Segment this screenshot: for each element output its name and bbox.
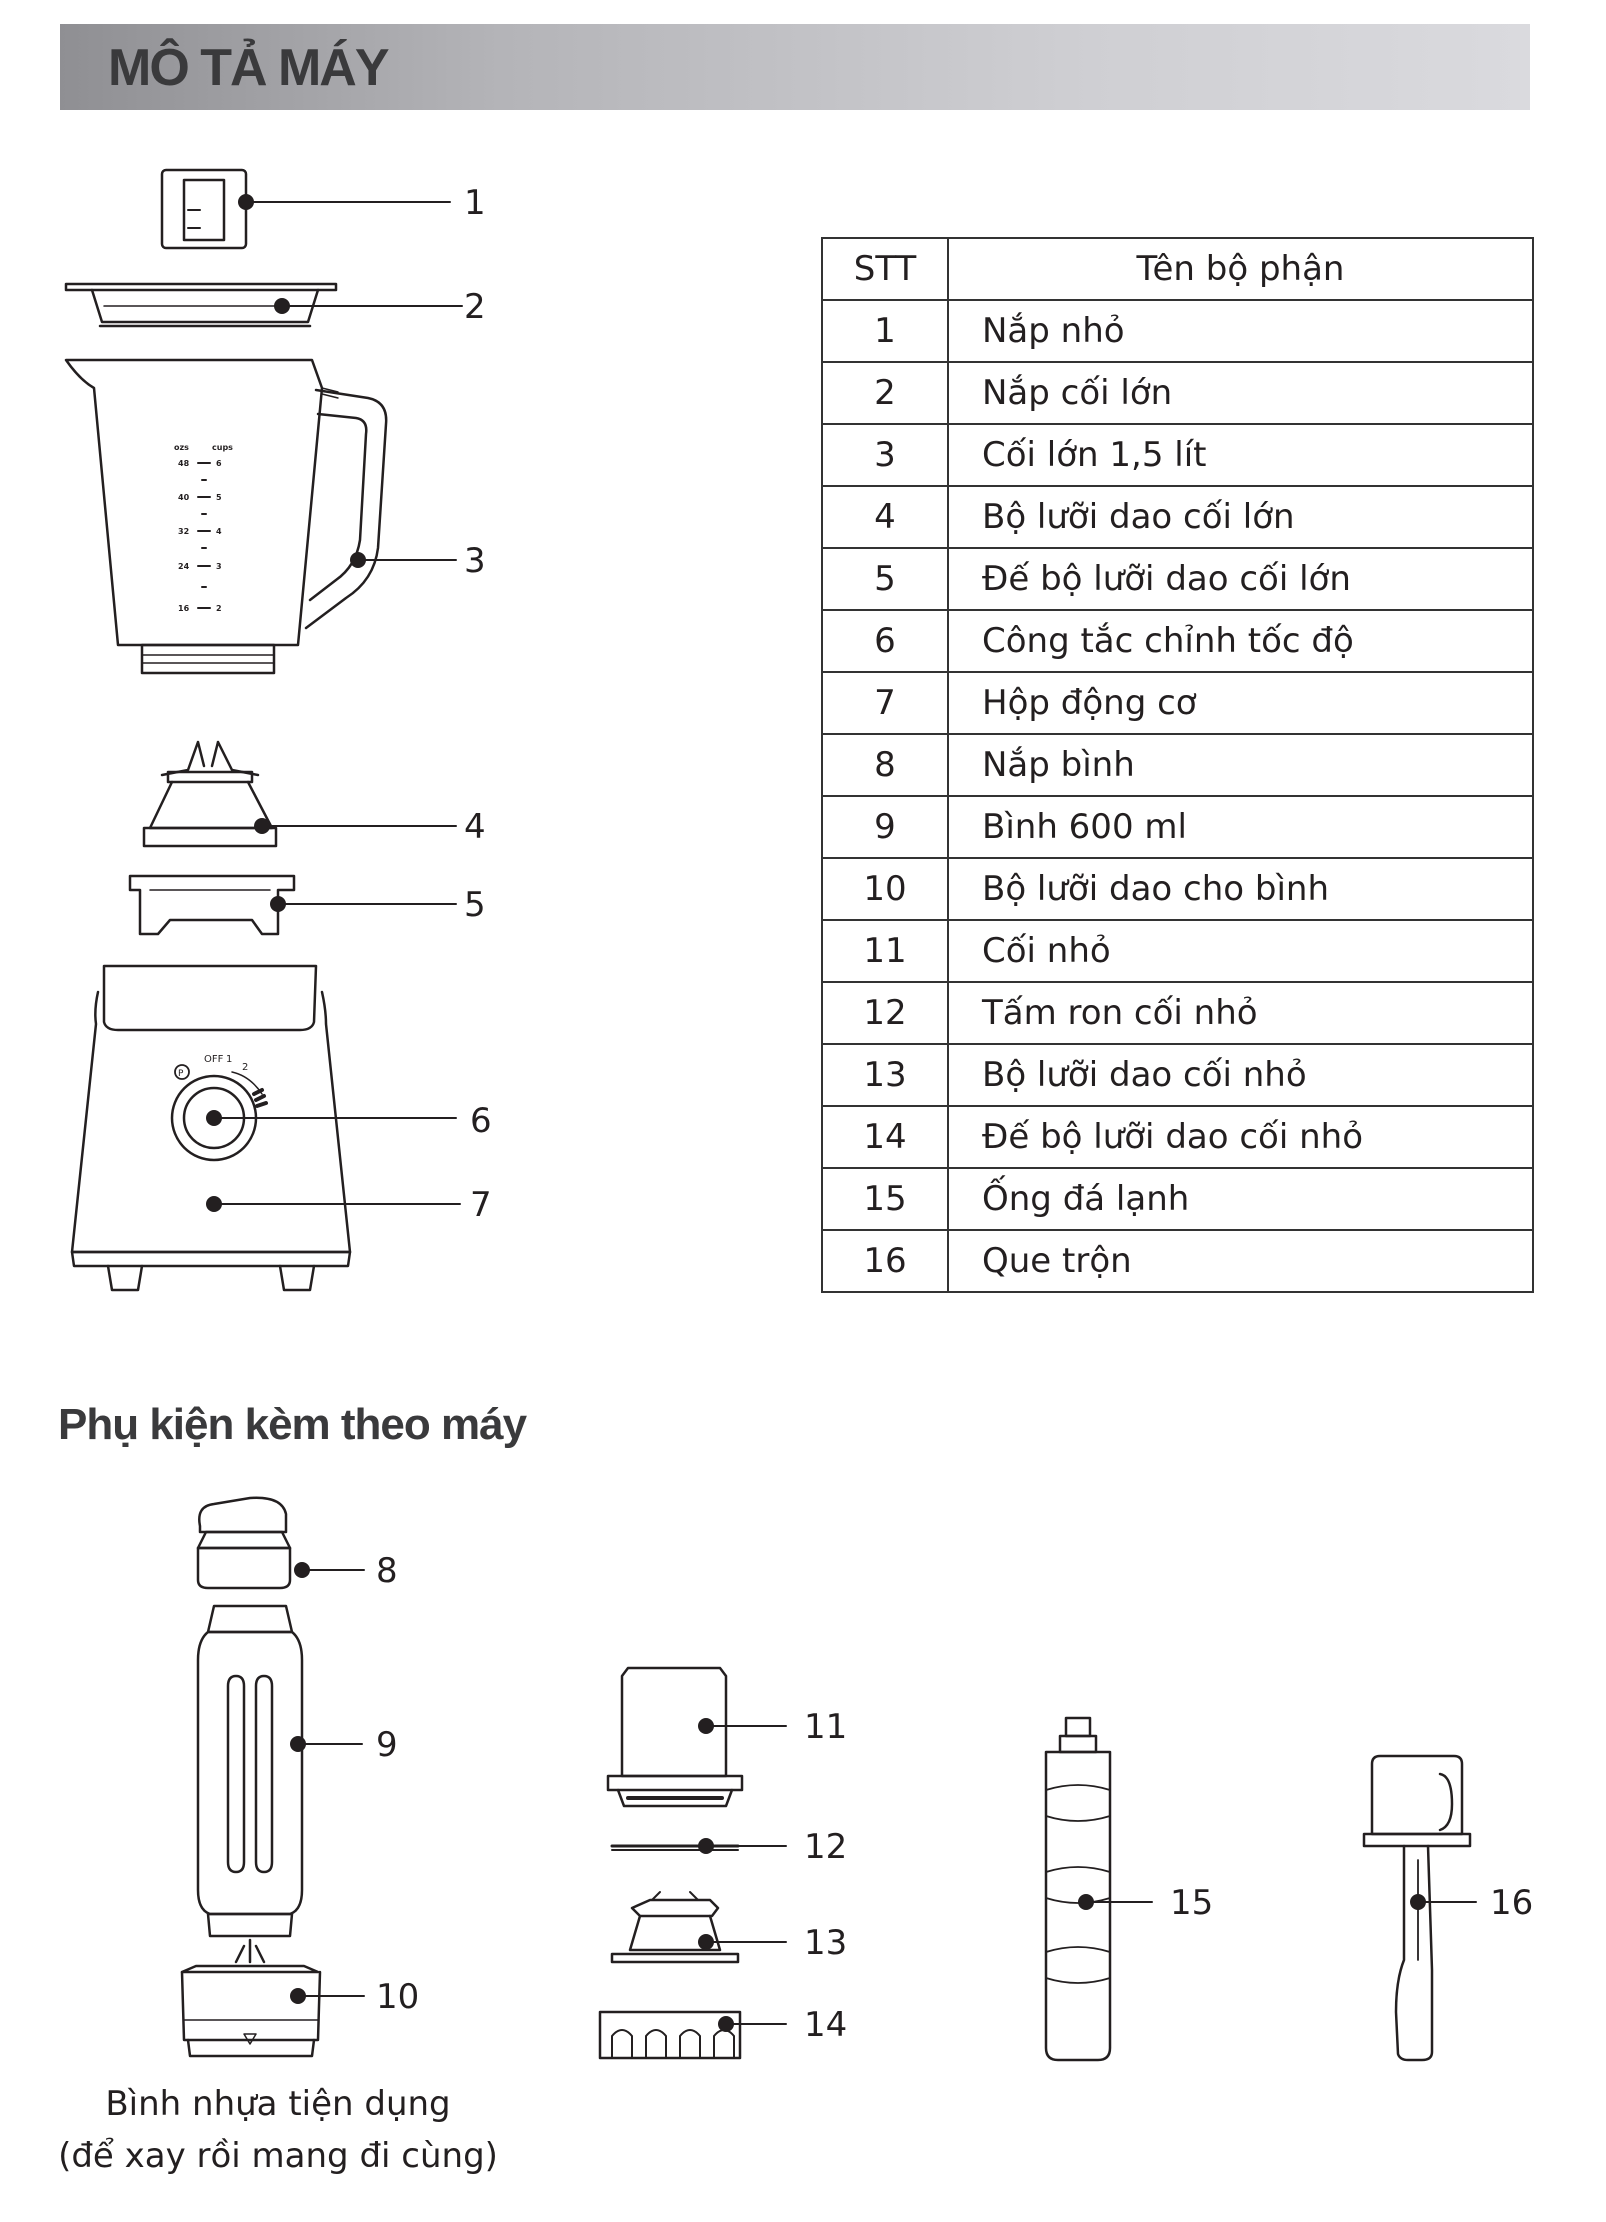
- small-jar-drawing: [608, 1668, 742, 1806]
- part-number: 10: [822, 858, 948, 920]
- part-name: Cối lớn 1,5 lít: [948, 424, 1533, 486]
- part-name: Bộ lưỡi dao cối nhỏ: [948, 1044, 1533, 1106]
- table-row: [822, 424, 1533, 486]
- page-title: MÔ TẢ MÁY: [108, 39, 388, 97]
- part-number: 9: [822, 796, 948, 858]
- callout-5: 5: [464, 885, 486, 925]
- jar-scale-cups: 6: [216, 459, 222, 468]
- small-lid-drawing: [162, 170, 246, 248]
- table-row: [822, 672, 1533, 734]
- part-name: Que trộn: [948, 1230, 1533, 1292]
- callout-7: 7: [470, 1185, 492, 1225]
- jar-scale-cups-label: cups: [212, 443, 233, 452]
- bottle-lid-drawing: [198, 1498, 290, 1588]
- motor-base-drawing: [72, 966, 350, 1290]
- part-number: 6: [822, 610, 948, 672]
- dial-two-label: 2: [242, 1062, 249, 1073]
- table-row: [822, 734, 1533, 796]
- bottle-drawing: [198, 1606, 302, 1936]
- callout-3: 3: [464, 541, 486, 581]
- table-row: [822, 1168, 1533, 1230]
- small-blade-drawing: [612, 1892, 738, 1962]
- part-number: 16: [822, 1230, 948, 1292]
- callout-13: 13: [804, 1923, 848, 1963]
- large-jar-drawing: [66, 360, 386, 673]
- part-name: Nắp cối lớn: [948, 362, 1533, 424]
- jar-scale-oz: 48: [178, 459, 190, 468]
- table-row: [822, 858, 1533, 920]
- table-row: [822, 300, 1533, 362]
- callout-10: 10: [376, 1977, 420, 2017]
- jar-scale-oz: 32: [178, 527, 190, 536]
- callout-16: 16: [1490, 1883, 1534, 1923]
- part-name: Công tắc chỉnh tốc độ: [948, 610, 1533, 672]
- ice-tube-drawing: [1046, 1718, 1110, 2060]
- part-name: Đế bộ lưỡi dao cối lớn: [948, 548, 1533, 610]
- table-row: [822, 796, 1533, 858]
- jar-scale-cups: 5: [216, 493, 222, 502]
- jar-scale-oz: 40: [178, 493, 190, 502]
- parts-table: [821, 237, 1534, 1293]
- blade-base-drawing: [130, 876, 294, 934]
- callout-15: 15: [1170, 1883, 1214, 1923]
- part-number: 13: [822, 1044, 948, 1106]
- part-name: Tấm ron cối nhỏ: [948, 982, 1533, 1044]
- callout-12: 12: [804, 1827, 848, 1867]
- table-row: [822, 548, 1533, 610]
- part-name: Bộ lưỡi dao cối lớn: [948, 486, 1533, 548]
- part-number: 12: [822, 982, 948, 1044]
- part-number: 4: [822, 486, 948, 548]
- callout-6: 6: [470, 1101, 492, 1141]
- part-number: 2: [822, 362, 948, 424]
- table-row: [822, 610, 1533, 672]
- table-row: [822, 920, 1533, 982]
- table-row: [822, 1044, 1533, 1106]
- part-number: 11: [822, 920, 948, 982]
- dial-off-label: OFF: [204, 1054, 224, 1065]
- part-number: 8: [822, 734, 948, 796]
- table-header-row: [822, 238, 1533, 300]
- callout-1: 1: [464, 183, 486, 223]
- part-number: 15: [822, 1168, 948, 1230]
- table-row: [822, 486, 1533, 548]
- dial-one-label: 1: [226, 1054, 233, 1065]
- callout-11: 11: [804, 1707, 848, 1747]
- dial-pulse-label: P: [178, 1069, 184, 1079]
- table-row: [822, 982, 1533, 1044]
- part-name: Ống đá lạnh: [948, 1168, 1533, 1230]
- callout-8: 8: [376, 1551, 398, 1591]
- part-number: 14: [822, 1106, 948, 1168]
- part-name: Bình 600 ml: [948, 796, 1533, 858]
- part-name: Đế bộ lưỡi dao cối nhỏ: [948, 1106, 1533, 1168]
- table-header-name: Tên bộ phận: [948, 238, 1533, 300]
- part-number: 1: [822, 300, 948, 362]
- bottle-caption-line1: Bình nhựa tiện dụng: [105, 2084, 451, 2124]
- callout-14: 14: [804, 2005, 848, 2045]
- jar-scale-cups: 3: [216, 562, 222, 571]
- part-name: Hộp động cơ: [948, 672, 1533, 734]
- part-name: Cối nhỏ: [948, 920, 1533, 982]
- table-row: [822, 362, 1533, 424]
- part-number: 3: [822, 424, 948, 486]
- part-name: Nắp nhỏ: [948, 300, 1533, 362]
- jar-scale-cups: 2: [216, 604, 222, 613]
- jar-scale-oz: 24: [178, 562, 190, 571]
- part-number: 5: [822, 548, 948, 610]
- callout-2: 2: [464, 287, 486, 327]
- part-name: Nắp bình: [948, 734, 1533, 796]
- table-header-number: STT: [822, 238, 948, 300]
- callout-4: 4: [464, 807, 486, 847]
- bottle-caption-line2: (để xay rồi mang đi cùng): [58, 2136, 498, 2176]
- accessories-title: Phụ kiện kèm theo máy: [58, 1400, 527, 1449]
- small-blade-base-drawing: [600, 2012, 740, 2058]
- callout-9: 9: [376, 1725, 398, 1765]
- part-name: Bộ lưỡi dao cho bình: [948, 858, 1533, 920]
- table-row: [822, 1230, 1533, 1292]
- table-row: [822, 1106, 1533, 1168]
- part-number: 7: [822, 672, 948, 734]
- jar-scale-oz: 16: [178, 604, 190, 613]
- jar-scale-cups: 4: [216, 527, 222, 536]
- jar-scale-oz-label: ozs: [174, 443, 189, 452]
